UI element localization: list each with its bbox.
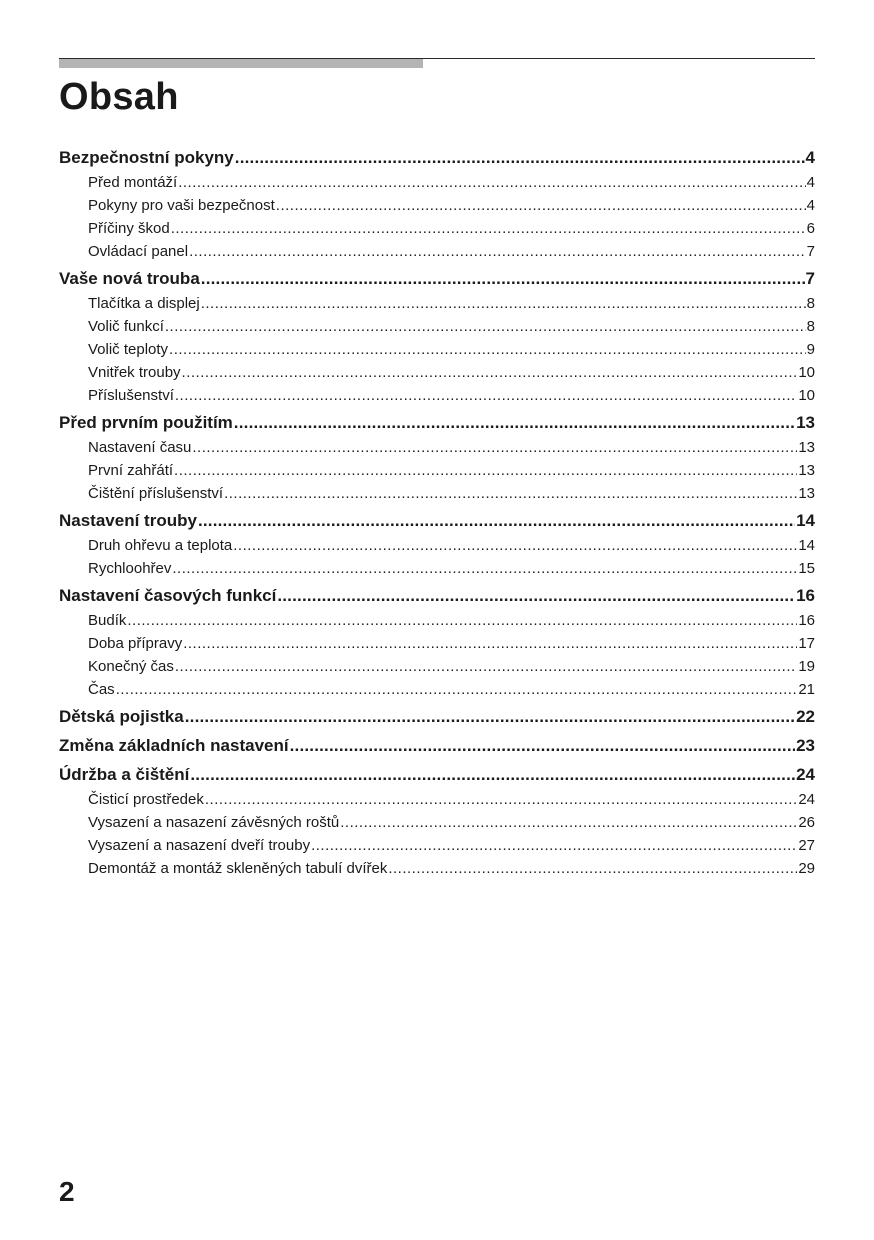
toc-page-number: 4 — [806, 197, 815, 214]
toc-entry-title: Pokyny pro vaši bezpečnost — [88, 197, 275, 214]
toc-page-number: 24 — [796, 765, 815, 784]
toc-section-heading[interactable] — [59, 583, 815, 609]
toc-entry-title: Před montáží — [88, 174, 178, 191]
toc-section-title: Změna základních nastavení — [59, 736, 289, 755]
toc-entry[interactable] — [59, 240, 815, 263]
toc-page-number: 13 — [798, 485, 815, 502]
toc-page-number: 9 — [806, 341, 815, 358]
toc-entry-title: Tlačítka a displej — [88, 295, 200, 312]
dot-leader — [235, 145, 805, 171]
toc-section-title: Údržba a čištění — [59, 765, 190, 784]
toc-entry[interactable] — [59, 482, 815, 505]
toc-page-number: 7 — [805, 269, 815, 288]
toc-page-number: 27 — [798, 837, 815, 854]
toc-page-number: 16 — [798, 612, 815, 629]
page-number: 2 — [59, 1176, 75, 1207]
dot-leader — [340, 811, 797, 834]
toc-page-number: 4 — [805, 148, 815, 167]
toc-section-title: Bezpečnostní pokyny — [59, 148, 234, 167]
dot-leader — [277, 583, 795, 609]
toc-entry[interactable] — [59, 292, 815, 315]
toc-entry[interactable] — [59, 609, 815, 632]
toc-entry-title: Konečný čas — [88, 658, 174, 675]
toc-entry-title: Vnitřek trouby — [88, 364, 181, 381]
toc-entry-title: Vysazení a nasazení závěsných roštů — [88, 814, 340, 831]
toc-entry[interactable] — [59, 459, 815, 482]
toc-entry[interactable] — [59, 384, 815, 407]
dot-leader — [290, 733, 795, 759]
toc-entry-title: Rychloohřev — [88, 560, 172, 577]
toc-section-heading[interactable] — [59, 704, 815, 730]
toc-page-number: 26 — [798, 814, 815, 831]
dot-leader — [165, 315, 806, 338]
toc-section-heading[interactable] — [59, 508, 815, 534]
dot-leader — [201, 266, 805, 292]
dot-leader — [224, 482, 797, 505]
toc-section — [59, 762, 815, 880]
toc-entry[interactable] — [59, 655, 815, 678]
toc-entry-title: Příslušenství — [88, 387, 174, 404]
toc-page-number: 13 — [798, 439, 815, 456]
dot-leader — [172, 557, 797, 580]
dot-leader — [175, 384, 797, 407]
dot-leader — [190, 762, 795, 788]
toc-page-number: 10 — [798, 387, 815, 404]
toc-section-heading[interactable] — [59, 762, 815, 788]
toc-section — [59, 733, 815, 759]
dot-leader — [178, 171, 805, 194]
toc-entry-title: Budík — [88, 612, 127, 629]
toc-entry-title: Čisticí prostředek — [88, 791, 204, 808]
toc-page-number: 4 — [806, 174, 815, 191]
toc-section — [59, 508, 815, 580]
dot-leader — [192, 436, 797, 459]
toc-entry-title: Příčiny škod — [88, 220, 170, 237]
toc-section-title: Vaše nová trouba — [59, 269, 200, 288]
toc-entry[interactable] — [59, 557, 815, 580]
dot-leader — [198, 508, 795, 534]
toc-entry[interactable] — [59, 194, 815, 217]
toc-entry[interactable] — [59, 788, 815, 811]
toc-entry[interactable] — [59, 436, 815, 459]
toc-entry-title: Volič funkcí — [88, 318, 164, 335]
dot-leader — [183, 632, 797, 655]
toc-section-heading[interactable] — [59, 733, 815, 759]
toc-page-number: 8 — [806, 318, 815, 335]
dot-leader — [201, 292, 806, 315]
toc-entry-title: Ovládací panel — [88, 243, 189, 260]
toc-entry[interactable] — [59, 678, 815, 701]
toc-page-number: 19 — [798, 658, 815, 675]
toc-section-title: Před prvním použitím — [59, 413, 233, 432]
toc-entry-title: Čas — [88, 681, 115, 698]
toc-entry[interactable] — [59, 171, 815, 194]
toc-page-number: 8 — [806, 295, 815, 312]
toc-page-number: 15 — [798, 560, 815, 577]
dot-leader — [205, 788, 797, 811]
toc-page-number: 17 — [798, 635, 815, 652]
dot-leader — [388, 857, 797, 880]
dot-leader — [311, 834, 797, 857]
toc-page-number: 13 — [796, 413, 815, 432]
header-bar — [59, 59, 423, 68]
toc-page-number: 6 — [806, 220, 815, 237]
dot-leader — [234, 410, 795, 436]
toc-section-title: Nastavení časových funkcí — [59, 586, 277, 605]
toc-entry-title: Volič teploty — [88, 341, 169, 358]
toc-entry[interactable] — [59, 315, 815, 338]
toc-entry-title: Demontáž a montáž skleněných tabulí dvířek — [88, 860, 388, 877]
dot-leader — [182, 361, 798, 384]
toc-entry-title: Druh ohřevu a teplota — [88, 537, 233, 554]
toc-section-heading[interactable] — [59, 410, 815, 436]
toc-page-number: 13 — [798, 462, 815, 479]
toc-entry[interactable] — [59, 857, 815, 880]
toc-section-title: Nastavení trouby — [59, 511, 197, 530]
toc-entry[interactable] — [59, 834, 815, 857]
toc-page-number: 22 — [796, 707, 815, 726]
toc-entry-title: První zahřátí — [88, 462, 174, 479]
toc-entry-title: Doba přípravy — [88, 635, 183, 652]
toc-entry-title: Nastavení času — [88, 439, 192, 456]
toc-entry[interactable] — [59, 361, 815, 384]
toc-entry-title: Čištění příslušenství — [88, 485, 224, 502]
toc-entry[interactable] — [59, 338, 815, 361]
toc-section — [59, 583, 815, 701]
dot-leader — [189, 240, 806, 263]
toc-page-number: 21 — [798, 681, 815, 698]
toc-page-number: 16 — [796, 586, 815, 605]
toc-section — [59, 410, 815, 505]
toc-entry[interactable] — [59, 217, 815, 240]
toc-section — [59, 704, 815, 730]
toc-page-number: 29 — [798, 860, 815, 877]
toc-entry[interactable] — [59, 811, 815, 834]
toc-section — [59, 145, 815, 263]
toc-section-heading[interactable] — [59, 266, 815, 292]
toc-page-number: 23 — [796, 736, 815, 755]
dot-leader — [127, 609, 797, 632]
toc-entry[interactable] — [59, 632, 815, 655]
toc-page-number: 24 — [798, 791, 815, 808]
dot-leader — [169, 338, 806, 361]
dot-leader — [233, 534, 797, 557]
dot-leader — [174, 459, 797, 482]
dot-leader — [116, 678, 798, 701]
toc-entry-title: Vysazení a nasazení dveří trouby — [88, 837, 311, 854]
dot-leader — [185, 704, 795, 730]
toc-section-heading[interactable] — [59, 145, 815, 171]
toc-page-number: 14 — [798, 537, 815, 554]
toc-page-number: 10 — [798, 364, 815, 381]
toc-page-number: 14 — [796, 511, 815, 530]
toc-entry[interactable] — [59, 534, 815, 557]
toc-section — [59, 266, 815, 407]
dot-leader — [276, 194, 806, 217]
dot-leader — [175, 655, 797, 678]
dot-leader — [171, 217, 806, 240]
page-title: Obsah — [59, 76, 179, 118]
toc-section-title: Dětská pojistka — [59, 707, 184, 726]
toc-page-number: 7 — [806, 243, 815, 260]
table-of-contents — [59, 145, 815, 880]
